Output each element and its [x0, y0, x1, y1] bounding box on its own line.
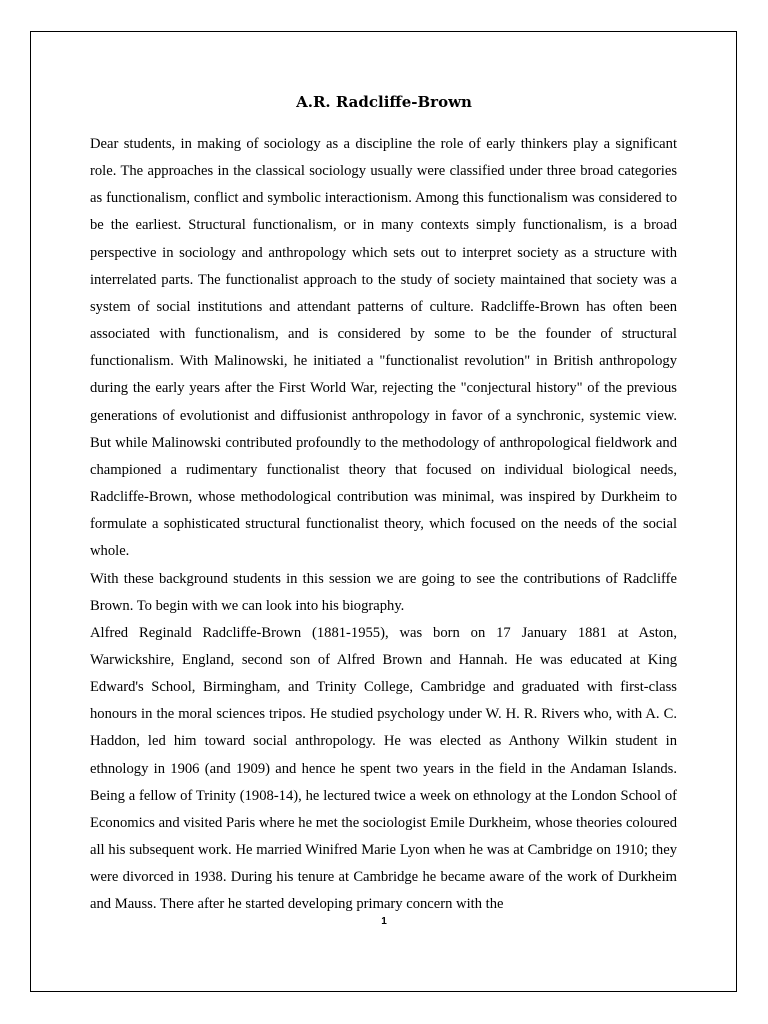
page-number: 1 — [381, 916, 387, 927]
paragraph-background: With these background students in this session we are going to see the contributions of Radcliffe Brown. To begin with we can look into his biography. — [90, 570, 677, 614]
page-title: A.R. Radcliffe-Brown — [296, 93, 472, 111]
paragraph-biography: Alfred Reginald Radcliffe-Brown (1881-1955), was born on 17 January 1881 at Aston, Warwickshire, England, second son of Alfred Brown and Hannah. He was educated at King Edward's School, Birmingham, and Trinity College, Cambridge and graduated with first-class honours in the moral sciences tripos. He studied psychology under W. H. R. Rivers who, with A. C. Haddon, led him toward social anthropology. He was elected as Anthony Wilkin student in ethnology in 1906 (and 1909) and hence he spent two years in the field in the Andaman Islands. Being a fellow of Trinity (1908-14), he lectured twice a week on ethnology at the London School of Economics and visited Paris where he met the sociologist Emile Durkheim, whose theories coloured all his subsequent work. He married Winifred Marie Lyon when he was at Cambridge on 1910; they were divorced in 1938. During his tenure at Cambridge he became aware of the work of Durkheim and Mauss. There after he started developing primary concern with the — [90, 624, 677, 913]
body-text — [90, 131, 677, 919]
paragraph-intro: Dear students, in making of sociology as a discipline the role of early thinkers play a significant role. The approaches in the classical sociology usually were classified under three broad categories as functionalism, conflict and symbolic interactionism. Among this functionalism was considered to be the earliest. Structural functionalism, or in many contexts simply functionalism, is a broad perspective in sociology and anthropology which sets out to interpret society as a structure with interrelated parts. The functionalist approach to the study of society maintained that society was a system of social institutions and attendant patterns of culture. Radcliffe-Brown has often been associated with functionalism, and is considered by some to be the founder of structural functionalism. With Malinowski, he initiated a "functionalist revolution" in British anthropology during the early years after the First World War, rejecting the "conjectural history" of the previous generations of evolutionist and diffusionist anthropology in favor of a synchronic, systemic view. But while Malinowski contributed profoundly to the methodology of anthropological fieldwork and championed a rudimentary functionalist theory that focused on individual biological needs, Radcliffe-Brown, whose methodological contribution was minimal, was inspired by Durkheim to formulate a sophisticated structural functionalist theory, which focused on the needs of the social whole. — [90, 136, 677, 560]
